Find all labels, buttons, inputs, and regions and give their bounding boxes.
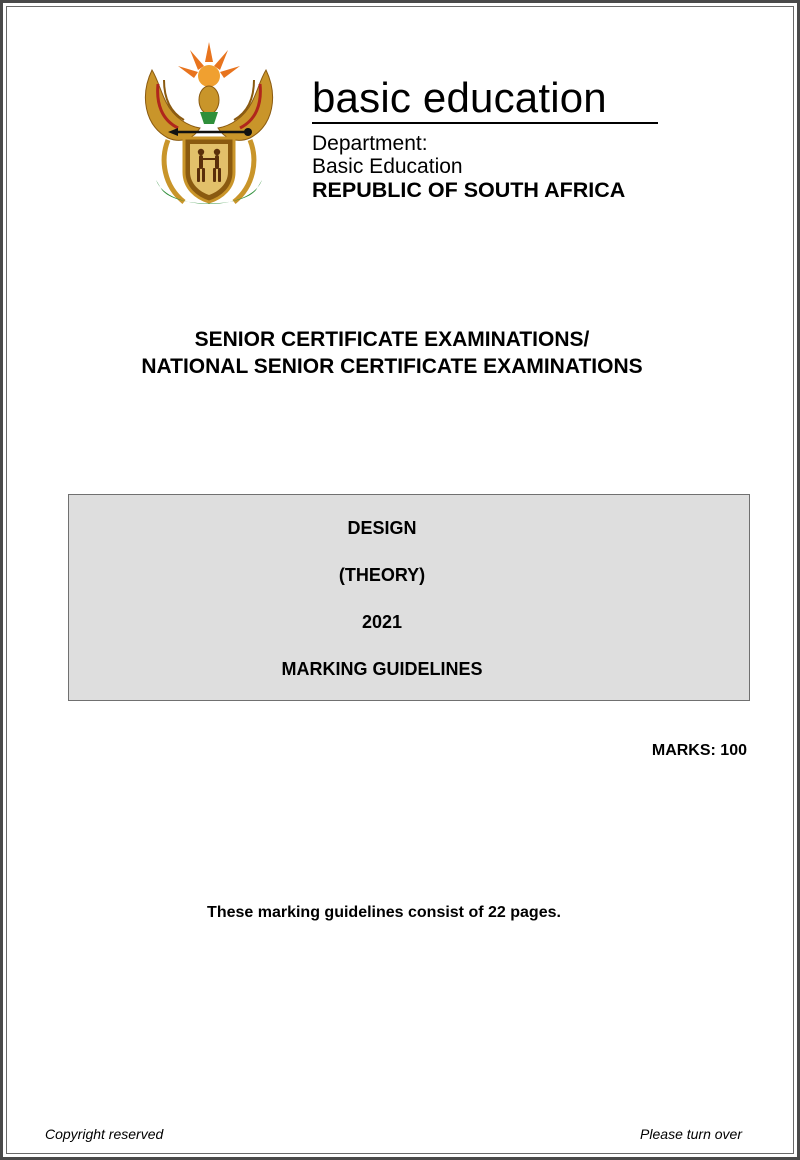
page-count-note: These marking guidelines consist of 22 pages. (207, 904, 561, 921)
subject-box (68, 494, 750, 701)
footer-turn-over: Please turn over (640, 1126, 742, 1142)
exam-heading-line1: SENIOR CERTIFICATE EXAMINATIONS/ (194, 328, 590, 351)
department-name: Basic Education (312, 155, 463, 178)
exam-year: 2021 (361, 612, 403, 632)
brand-divider (312, 122, 658, 124)
coat-of-arms-logo (138, 40, 280, 218)
subject-name: DESIGN (347, 518, 417, 538)
paper-name: (THEORY) (338, 565, 426, 585)
document-type: MARKING GUIDELINES (281, 659, 483, 679)
brand-title: basic education (312, 74, 607, 121)
country-name: REPUBLIC OF SOUTH AFRICA (312, 178, 626, 202)
footer-copyright: Copyright reserved (45, 1126, 164, 1142)
department-label: Department: (312, 132, 428, 155)
exam-heading-line2: NATIONAL SENIOR CERTIFICATE EXAMINATIONS (141, 355, 643, 378)
total-marks: MARKS: 100 (651, 742, 747, 759)
